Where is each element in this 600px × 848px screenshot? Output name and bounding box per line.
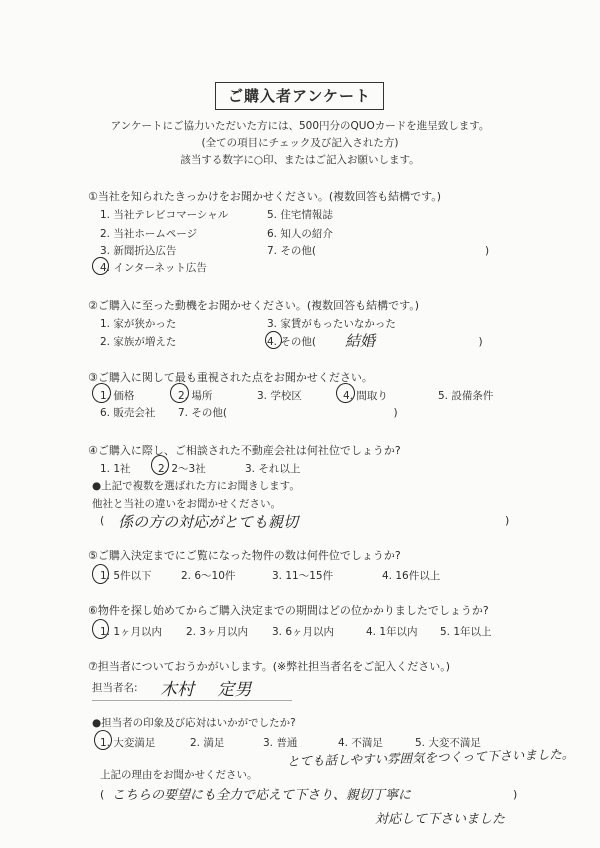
q3-option-2[interactable]: 2. 場所 (178, 390, 213, 402)
q7-reason-label: 上記の理由をお聞かせください。 (100, 769, 258, 781)
q1-option-2[interactable]: 2. 当社ホームページ (100, 228, 198, 240)
q2-option-1[interactable]: 1. 家が狭かった (100, 318, 177, 330)
q6-option-5[interactable]: 5. 1年以上 (440, 626, 492, 638)
q5-option-2[interactable]: 2. 6～10件 (181, 570, 236, 582)
survey-title: ご購入者アンケート (215, 82, 384, 110)
q2-option-3[interactable]: 3. 家賃がもったいなかった (267, 318, 396, 330)
q7-name-answer[interactable]: 木村 定男 (160, 680, 252, 700)
q2-other-answer[interactable]: 結婚 (345, 332, 376, 350)
q7-option-2[interactable]: 2. 満足 (190, 737, 225, 749)
q2-option-2[interactable]: 2. 家族が増えた (100, 336, 177, 348)
q7-option-3[interactable]: 3. 普通 (263, 737, 298, 749)
intro-line-3: 該当する数字に○印、またはご記入お願いします。 (180, 154, 420, 166)
answer-circle (265, 331, 282, 349)
q7-name-label: 担当者名: (92, 682, 138, 694)
q3-option-1[interactable]: 1. 価格 (100, 390, 135, 402)
q4-paren-close: ) (505, 514, 510, 527)
q1-option-6[interactable]: 6. 知人の紹介 (267, 228, 333, 240)
q6-question: ⑥物件を探し始めてからご購入決定までの期間はどの位かかりましたでしょうか? (88, 604, 489, 617)
q4-option-2[interactable]: 2. 2～3社 (158, 463, 206, 475)
q7-reason-line-2[interactable]: 対応して下さいました (375, 812, 506, 827)
q4-sub-question: 他社と当社の違いをお聞かせください。 (92, 498, 281, 510)
answer-circle (151, 455, 169, 475)
q5-question: ⑤ご購入決定までにご覧になった物件の数は何件位でしょうか? (88, 549, 401, 562)
q2-option-4[interactable]: 4. その他( (267, 336, 316, 348)
answer-circle (92, 564, 109, 584)
q4-paren-open: ( (100, 514, 105, 527)
q1-option-7-close: ) (380, 245, 490, 257)
q3-option-7[interactable]: 7. その他( (178, 407, 227, 419)
q3-option-3[interactable]: 3. 学校区 (257, 390, 302, 402)
q5-option-4[interactable]: 4. 16件以上 (382, 570, 441, 582)
q6-option-3[interactable]: 3. 6ヶ月以内 (272, 626, 335, 638)
q5-option-1[interactable]: 1. 5件以下 (100, 570, 152, 582)
q2-question: ②ご購入に至った動機をお聞かせください。(複数回答も結構です。) (88, 299, 420, 312)
q5-option-3[interactable]: 3. 11～15件 (272, 570, 334, 582)
intro-line-1: アンケートにご協力いただいた方には、500円分のQUOカードを進呈致します。 (110, 120, 490, 132)
intro-line-2: (全ての項目にチェック及び記入された方) (201, 137, 399, 149)
q6-option-4[interactable]: 4. 1年以内 (366, 626, 418, 638)
answer-circle (92, 619, 109, 639)
q1-option-3[interactable]: 3. 新聞折込広告 (100, 245, 177, 257)
q1-option-7[interactable]: 7. その他( (267, 245, 316, 257)
q7-paren-close: ) (513, 788, 518, 801)
q1-option-5[interactable]: 5. 住宅情報誌 (267, 209, 333, 221)
q3-option-5[interactable]: 5. 設備条件 (438, 390, 494, 402)
q3-option-6[interactable]: 6. 販売会社 (100, 407, 156, 419)
q4-sub-heading: ●上記で複数を選ばれた方にお聞きします。 (92, 480, 300, 492)
q7-question: ⑦担当者についておうかがいします。(※弊社担当者名をご記入ください。) (88, 660, 451, 673)
q7-comment[interactable]: とても話しやすい雰囲気をつくって下さいました。 (286, 746, 575, 769)
answer-circle (92, 383, 111, 403)
q1-question: ①当社を知られたきっかけをお聞かせください。(複数回答も結構です。) (88, 190, 442, 203)
q1-option-1[interactable]: 1. 当社テレビコマーシャル (100, 209, 229, 221)
q7-option-4[interactable]: 4. 不満足 (338, 737, 383, 749)
q7-sub-question: ●担当者の印象及び応対はいかがでしたか? (92, 717, 296, 729)
q3-option-7-close: ) (320, 407, 398, 419)
q3-question: ③ご購入に関して最も重視された点をお聞かせください。 (88, 371, 373, 384)
q6-option-2[interactable]: 2. 3ヶ月以内 (186, 626, 249, 638)
q7-reason-line-1[interactable]: こちらの要望にも全力で応えて下さり、親切丁寧に (112, 788, 412, 803)
q4-answer[interactable]: 係の方の対応がとても親切 (118, 513, 299, 531)
q6-option-1[interactable]: 1. 1ヶ月以内 (100, 626, 163, 638)
q7-option-5[interactable]: 5. 大変不満足 (415, 737, 481, 749)
name-underline (92, 700, 292, 701)
q2-option-4-close: ) (405, 336, 483, 348)
q3-option-4[interactable]: 4. 間取り (343, 390, 388, 402)
q7-option-1[interactable]: 1. 大変満足 (100, 737, 156, 749)
answer-circle (94, 730, 112, 750)
q1-option-4[interactable]: 4. インターネット広告 (100, 262, 207, 274)
answer-circle (336, 383, 355, 403)
q4-option-3[interactable]: 3. それ以上 (245, 463, 301, 475)
q4-question: ④ご購入に際し、ご相談された不動産会社は何社位でしょうか? (88, 444, 401, 457)
q4-option-1[interactable]: 1. 1社 (100, 463, 131, 475)
answer-circle (92, 257, 109, 275)
q7-paren-open: ( (100, 788, 105, 801)
answer-circle (170, 383, 189, 403)
